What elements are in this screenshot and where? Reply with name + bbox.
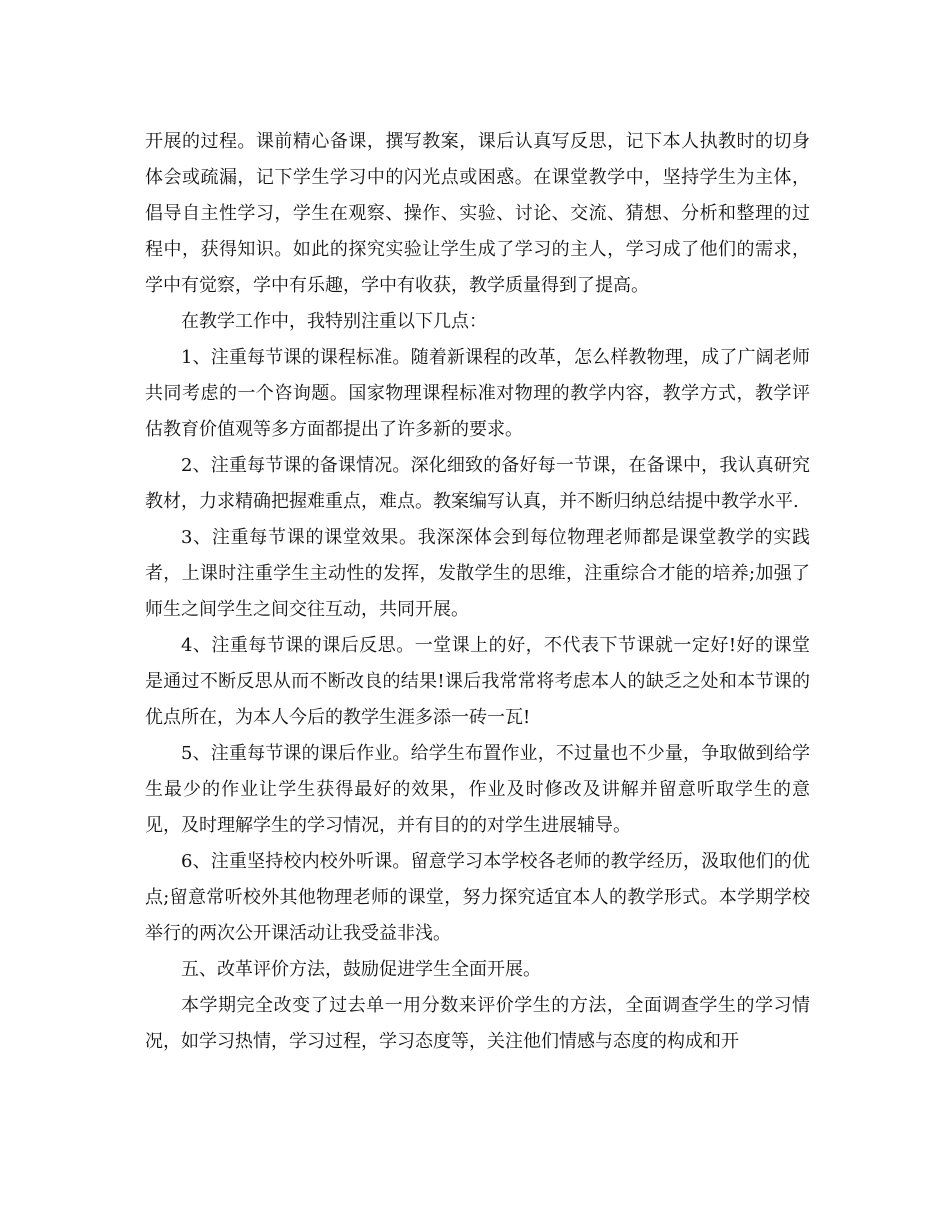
section-heading-five: 五、改革评价方法，鼓励促进学生全面开展。 (181, 959, 541, 980)
paragraph-intro-points: 在教学工作中，我特别注重以下几点： (181, 311, 487, 332)
paragraph-point-4: 4、注重每节课的课后反思。一堂课上的好，不代表下节课就一定好!好的课堂是通过不断反思从而不断改良的结果!课后我常常将考虑本人的缺乏之处和本节课的优点所在，为本人今后的教学生涯多添一砖一瓦! (145, 635, 810, 728)
paragraph-point-3: 3、注重每节课的课堂效果。我深深体会到每位物理老师都是课堂教学的实践者，上课时注重学生主动性的发挥，发散学生的思维，注重综合才能的培养;加强了师生之间学生之间交往互动，共同开展。 (145, 527, 810, 620)
paragraph-evaluation: 本学期完全改变了过去单一用分数来评价学生的方法，全面调查学生的学习情况，如学习热情，学习过程，学习态度等，关注他们情感与态度的构成和开 (145, 995, 810, 1052)
document-body (145, 124, 810, 1060)
paragraph-point-5: 5、注重每节课的课后作业。给学生布置作业，不过量也不少量，争取做到给学生最少的作业让学生获得最好的效果，作业及时修改及讲解并留意听取学生的意见，及时理解学生的学习情况，并有目的的对学生进展辅导。 (145, 743, 810, 836)
paragraph-point-2: 2、注重每节课的备课情况。深化细致的备好每一节课，在备课中，我认真研究教材，力求精确把握难重点，难点。教案编写认真，并不断归纳总结提中教学水平. (145, 455, 810, 512)
paragraph-continuation: 开展的过程。课前精心备课，撰写教案，课后认真写反思，记下本人执教时的切身体会或疏漏，记下学生学习中的闪光点或困惑。在课堂教学中，坚持学生为主体，倡导自主性学习，学生在观察、操作、实验、讨论、交流、猜想、分析和整理的过程中，获得知识。如此的探究实验让学生成了学习的主人，学习成了他们的需求，学中有觉察，学中有乐趣，学中有收获，教学质量得到了提高。 (145, 131, 810, 296)
paragraph-point-6: 6、注重坚持校内校外听课。留意学习本学校各老师的教学经历，汲取他们的优点;留意常听校外其他物理老师的课堂，努力探究适宜本人的教学形式。本学期学校举行的两次公开课活动让我受益非浅。 (145, 851, 810, 944)
paragraph-point-1: 1、注重每节课的课程标准。随着新课程的改革，怎么样教物理，成了广阔老师共同考虑的一个咨询题。国家物理课程标准对物理的教学内容，教学方式，教学评估教育价值观等多方面都提出了许多新的要求。 (145, 347, 810, 440)
